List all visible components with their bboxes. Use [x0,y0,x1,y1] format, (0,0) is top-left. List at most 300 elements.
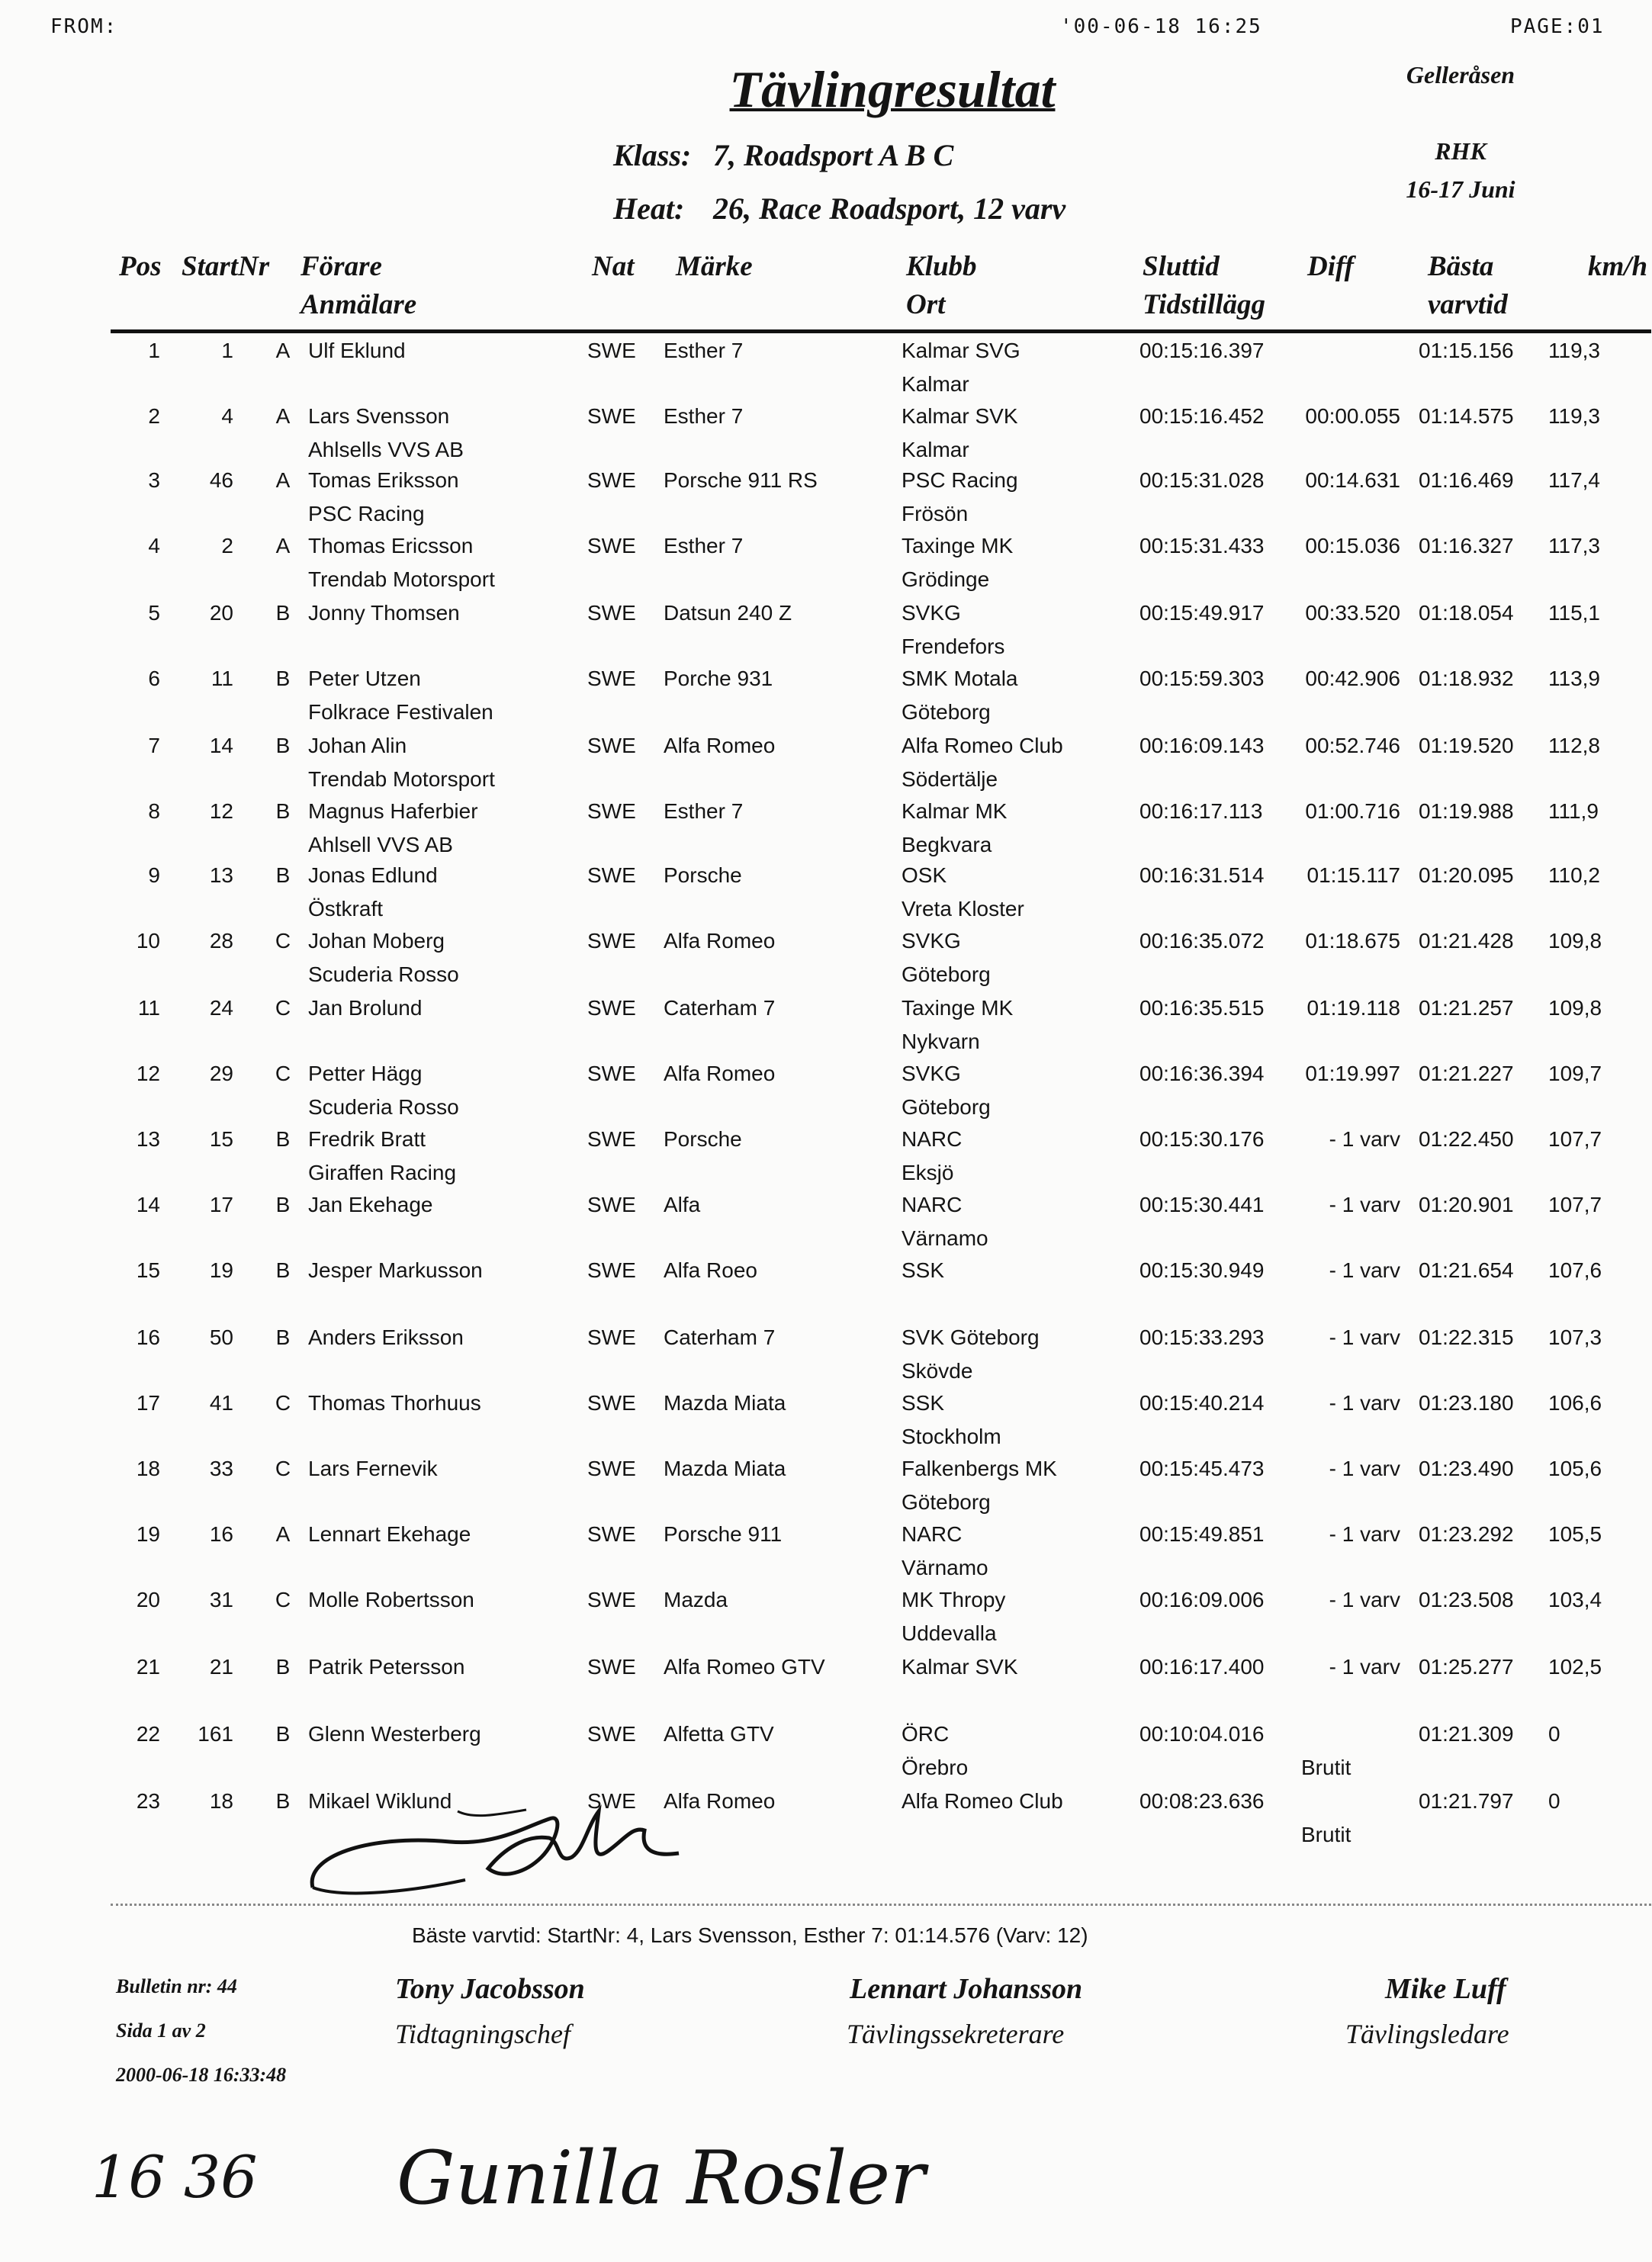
cell-best: 01:19.520 [1419,734,1514,757]
cell-nat: SWE [587,996,636,1020]
cell-club: SSK [902,1391,945,1415]
cell-town: Värnamo [902,1226,988,1250]
cell-best: 01:22.315 [1419,1325,1514,1349]
cell-club: Alfa Romeo Club [902,1789,1063,1813]
cell-kmh: 119,3 [1548,404,1600,428]
table-row [0,799,1652,865]
cell-club: OSK [902,863,947,887]
cell-cls: C [275,996,291,1020]
cell-town: Frendefors [902,635,1005,658]
table-row [0,929,1652,994]
cell-driver: Jesper Markusson [308,1258,483,1282]
cell-car: Esther 7 [664,404,744,428]
cell-kmh: 112,8 [1548,734,1600,757]
cell-driver: Lars Fernevik [308,1457,438,1480]
cell-town: Södertälje [902,767,998,791]
cell-nr: 24 [209,996,233,1020]
cell-diff: - 1 varv [1329,1258,1400,1282]
header-forare: Förare [301,251,382,282]
cell-best: 01:21.309 [1419,1722,1514,1746]
header-nat: Nat [592,251,635,282]
cell-time: 00:15:30.949 [1139,1258,1265,1282]
cell-driver: Magnus Haferbier [308,799,478,823]
cell-nr: 29 [209,1062,233,1085]
header-marke: Märke [676,251,753,282]
cell-club: SSK [902,1258,945,1282]
cell-pos: 4 [148,534,160,557]
cell-club: MK Thropy [902,1588,1006,1611]
cell-car: Porsche 911 [664,1522,783,1546]
cell-town: Stockholm [902,1425,1001,1448]
cell-best: 01:21.428 [1419,929,1514,953]
cell-time: 00:16:36.394 [1139,1062,1265,1085]
cell-cls: B [275,1722,291,1746]
header-tidstillagg: Tidstillägg [1143,289,1266,320]
cell-car: Porche 931 [664,667,773,690]
cell-pos: 15 [136,1258,160,1282]
cell-cls: B [275,1789,291,1813]
cell-time: 00:15:59.303 [1139,667,1265,690]
cell-club: SVK Göteborg [902,1325,1040,1349]
cell-driver: Johan Alin [308,734,407,757]
cell-nr: 28 [209,929,233,953]
cell-pos: 10 [136,929,160,953]
cell-car: Alfa Romeo [664,1789,776,1813]
cell-kmh: 107,6 [1548,1258,1602,1282]
cell-entrant: Trendab Motorsport [308,567,495,591]
fax-from: FROM: [50,15,118,38]
cell-pos: 6 [148,667,160,690]
footer-divider [111,1904,1651,1906]
cell-kmh: 105,6 [1548,1457,1602,1480]
table-row [0,1655,1652,1721]
table-row [0,601,1652,667]
cell-time: 00:10:04.016 [1139,1722,1265,1746]
cell-pos: 17 [136,1391,160,1415]
cell-diff: - 1 varv [1329,1193,1400,1216]
cell-nr: 16 [209,1522,233,1546]
header-ort: Ort [906,289,946,320]
cell-kmh: 0 [1548,1722,1560,1746]
cell-diff: - 1 varv [1329,1127,1400,1151]
cell-nat: SWE [587,799,636,823]
cell-entrant: Scuderia Rosso [308,1095,459,1119]
cell-driver: Molle Robertsson [308,1588,474,1611]
table-row [0,339,1652,404]
cell-cls: B [275,1127,291,1151]
cell-best: 01:21.257 [1419,996,1514,1020]
cell-pos: 9 [148,863,160,887]
cell-diff: Brutit [1301,1756,1351,1779]
cell-town: Göteborg [902,1095,991,1119]
cell-nat: SWE [587,863,636,887]
cell-nr: 33 [209,1457,233,1480]
cell-town: Uddevalla [902,1621,997,1645]
cell-car: Alfa Romeo [664,929,776,953]
cell-nr: 41 [209,1391,233,1415]
cell-time: 00:16:31.514 [1139,863,1265,887]
cell-nr: 20 [209,601,233,625]
cell-time: 00:15:31.433 [1139,534,1265,557]
cell-nr: 50 [209,1325,233,1349]
cell-best: 01:21.227 [1419,1062,1514,1085]
cell-diff: 00:42.906 [1305,667,1400,690]
cell-entrant: Scuderia Rosso [308,962,459,986]
cell-time: 00:16:35.515 [1139,996,1265,1020]
cell-pos: 16 [136,1325,160,1349]
cell-nr: 18 [209,1789,233,1813]
cell-time: 00:16:35.072 [1139,929,1265,953]
cell-kmh: 109,8 [1548,996,1602,1020]
header-diff: Diff [1307,251,1354,282]
cell-car: Alfa [664,1193,701,1216]
cell-nat: SWE [587,1655,636,1679]
cell-nat: SWE [587,929,636,953]
table-row [0,1391,1652,1457]
fax-page: PAGE:01 [1510,15,1605,38]
cell-town: Eksjö [902,1161,954,1184]
cell-diff: 01:19.118 [1306,996,1400,1020]
header-pos: Pos [119,251,162,282]
cell-kmh: 0 [1548,1789,1560,1813]
cell-nat: SWE [587,1258,636,1282]
cell-time: 00:15:33.293 [1139,1325,1265,1349]
cell-time: 00:15:45.473 [1139,1457,1265,1480]
cell-club: SVKG [902,1062,961,1085]
cell-diff: Brutit [1301,1823,1351,1846]
cell-best: 01:22.450 [1419,1127,1514,1151]
cell-time: 00:15:30.441 [1139,1193,1265,1216]
cell-nat: SWE [587,1789,636,1813]
cell-cls: B [275,667,291,690]
cell-driver: Petter Hägg [308,1062,423,1085]
cell-diff: - 1 varv [1329,1655,1400,1679]
cell-cls: C [275,1062,291,1085]
cell-town: Göteborg [902,1490,991,1514]
cell-pos: 1 [148,339,160,362]
official-name-3: Mike Luff [1385,1973,1506,2005]
cell-best: 01:18.932 [1419,667,1514,690]
cell-diff: 00:52.746 [1305,734,1400,757]
cell-nat: SWE [587,534,636,557]
cell-cls: B [275,799,291,823]
cell-nr: 19 [209,1258,233,1282]
cell-driver: Glenn Westerberg [308,1722,481,1746]
cell-time: 00:15:49.851 [1139,1522,1265,1546]
venue-dates: 16-17 Juni [1406,175,1515,203]
cell-driver: Thomas Thorhuus [308,1391,481,1415]
header-sluttid: Sluttid [1143,251,1220,282]
cell-driver: Jonny Thomsen [308,601,460,625]
cell-pos: 21 [136,1655,160,1679]
header-rule [111,329,1651,333]
fax-datetime: '00-06-18 16:25 [1060,15,1262,38]
cell-nr: 161 [198,1722,233,1746]
cell-town: Skövde [902,1359,973,1383]
cell-club: SVKG [902,929,961,953]
cell-diff: - 1 varv [1329,1325,1400,1349]
cell-entrant: Trendab Motorsport [308,767,495,791]
table-row [0,534,1652,599]
header-anmalare: Anmälare [301,289,417,320]
cell-town: Frösön [902,502,969,525]
cell-kmh: 102,5 [1548,1655,1602,1679]
cell-nat: SWE [587,1062,636,1085]
cell-nat: SWE [587,1391,636,1415]
table-row [0,1258,1652,1324]
cell-town: Göteborg [902,700,991,724]
cell-nr: 13 [209,863,233,887]
cell-club: NARC [902,1522,963,1546]
handwritten-time: 16 36 [92,2143,258,2211]
cell-club: Kalmar SVK [902,1655,1018,1679]
cell-nat: SWE [587,601,636,625]
cell-nat: SWE [587,1522,636,1546]
cell-town: Värnamo [902,1556,988,1579]
cell-nat: SWE [587,667,636,690]
cell-club: Falkenbergs MK [902,1457,1057,1480]
official-name-1: Tony Jacobsson [395,1973,585,2005]
cell-kmh: 119,3 [1548,339,1600,362]
cell-nat: SWE [587,404,636,428]
cell-car: Porsche [664,863,742,887]
cell-nr: 15 [209,1127,233,1151]
cell-nr: 21 [209,1655,233,1679]
cell-pos: 12 [136,1062,160,1085]
cell-nr: 4 [221,404,233,428]
cell-kmh: 106,6 [1548,1391,1602,1415]
cell-cls: B [275,734,291,757]
cell-club: Kalmar MK [902,799,1008,823]
table-row [0,468,1652,534]
cell-club: NARC [902,1127,963,1151]
cell-driver: Patrik Petersson [308,1655,465,1679]
cell-driver: Thomas Ericsson [308,534,474,557]
cell-pos: 23 [136,1789,160,1813]
cell-cls: B [275,1655,291,1679]
cell-car: Alfa Roeo [664,1258,757,1282]
header-basta: Bästa [1428,251,1494,282]
handwritten-signature: Gunilla Rosler [397,2135,925,2221]
cell-nr: 46 [209,468,233,492]
cell-club: Alfa Romeo Club [902,734,1063,757]
header-klubb: Klubb [906,251,977,282]
cell-nr: 12 [209,799,233,823]
cell-time: 00:16:09.006 [1139,1588,1265,1611]
cell-time: 00:16:09.143 [1139,734,1265,757]
cell-nr: 1 [221,339,233,362]
cell-best: 01:25.277 [1419,1655,1514,1679]
table-row [0,734,1652,799]
cell-kmh: 117,3 [1548,534,1600,557]
page-title: Tävlingresultat [729,60,1056,118]
cell-driver: Mikael Wiklund [308,1789,452,1813]
bulletin-number: Bulletin nr: 44 [116,1975,237,1997]
cell-nat: SWE [587,1588,636,1611]
cell-car: Esther 7 [664,534,744,557]
cell-entrant: Giraffen Racing [308,1161,457,1184]
cell-kmh: 111,9 [1548,799,1599,823]
cell-diff: 00:33.520 [1305,601,1400,625]
cell-club: Kalmar SVG [902,339,1020,362]
cell-pos: 5 [148,601,160,625]
cell-car: Esther 7 [664,339,744,362]
cell-nr: 14 [209,734,233,757]
cell-best: 01:16.327 [1419,534,1514,557]
cell-kmh: 105,5 [1548,1522,1602,1546]
table-row [0,996,1652,1062]
cell-town: Grödinge [902,567,990,591]
cell-town: Begkvara [902,833,992,856]
cell-car: Porsche 911 RS [664,468,818,492]
cell-time: 00:08:23.636 [1139,1789,1265,1813]
cell-diff: - 1 varv [1329,1522,1400,1546]
heat-value: 26, Race Roadsport, 12 varv [713,191,1066,226]
venue-name: Gelleråsen [1406,61,1515,88]
cell-cls: A [275,468,291,492]
cell-time: 00:16:17.400 [1139,1655,1265,1679]
cell-club: NARC [902,1193,963,1216]
cell-nr: 2 [221,534,233,557]
cell-driver: Johan Moberg [308,929,445,953]
table-row [0,1588,1652,1653]
cell-time: 00:15:30.176 [1139,1127,1265,1151]
best-lap-summary: Bäste varvtid: StartNr: 4, Lars Svensson, Esther 7: 01:14.576 (Varv: 12) [412,1923,1088,1947]
cell-best: 01:23.180 [1419,1391,1514,1415]
cell-pos: 18 [136,1457,160,1480]
cell-driver: Jan Brolund [308,996,423,1020]
cell-driver: Tomas Eriksson [308,468,459,492]
cell-best: 01:14.575 [1419,404,1514,428]
cell-diff: - 1 varv [1329,1457,1400,1480]
table-row [0,863,1652,929]
cell-club: ÖRC [902,1722,950,1746]
cell-nat: SWE [587,1127,636,1151]
cell-best: 01:21.654 [1419,1258,1514,1282]
cell-diff: 00:15.036 [1305,534,1400,557]
cell-pos: 22 [136,1722,160,1746]
official-name-2: Lennart Johansson [850,1973,1083,2005]
cell-kmh: 115,1 [1548,601,1600,625]
header-kmh: km/h [1588,251,1648,282]
cell-car: Porsche [664,1127,742,1151]
cell-diff: 01:18.675 [1305,929,1400,953]
cell-car: Alfa Romeo [664,734,776,757]
cell-cls: C [275,1457,291,1480]
venue-club: RHK [1435,137,1486,165]
cell-town: Vreta Kloster [902,897,1024,921]
cell-club: SVKG [902,601,961,625]
cell-car: Alfa Romeo [664,1062,776,1085]
table-row [0,1193,1652,1258]
cell-pos: 20 [136,1588,160,1611]
cell-nr: 31 [209,1588,233,1611]
cell-car: Mazda [664,1588,728,1611]
heat-label: Heat: [613,191,685,226]
cell-cls: B [275,1193,291,1216]
cell-kmh: 110,2 [1548,863,1600,887]
cell-driver: Fredrik Bratt [308,1127,426,1151]
cell-time: 00:16:17.113 [1139,799,1263,823]
cell-pos: 2 [148,404,160,428]
cell-pos: 8 [148,799,160,823]
cell-diff: 00:00.055 [1305,404,1400,428]
cell-cls: B [275,1325,291,1349]
cell-cls: B [275,1258,291,1282]
cell-best: 01:23.508 [1419,1588,1514,1611]
cell-diff: - 1 varv [1329,1588,1400,1611]
cell-car: Caterham 7 [664,1325,776,1349]
cell-best: 01:23.490 [1419,1457,1514,1480]
cell-best: 01:20.095 [1419,863,1514,887]
cell-cls: C [275,929,291,953]
cell-time: 00:15:31.028 [1139,468,1265,492]
cell-diff: - 1 varv [1329,1391,1400,1415]
cell-nr: 11 [211,667,233,690]
table-row [0,1722,1652,1788]
cell-kmh: 113,9 [1548,667,1600,690]
cell-entrant: PSC Racing [308,502,425,525]
cell-town: Göteborg [902,962,991,986]
cell-nat: SWE [587,734,636,757]
cell-time: 00:15:40.214 [1139,1391,1265,1415]
table-row [0,1789,1652,1855]
cell-car: Alfetta GTV [664,1722,774,1746]
cell-club: SMK Motala [902,667,1018,690]
cell-best: 01:19.988 [1419,799,1514,823]
cell-best: 01:16.469 [1419,468,1514,492]
cell-best: 01:21.797 [1419,1789,1514,1813]
page-count: Sida 1 av 2 [116,2019,206,2042]
cell-car: Datsun 240 Z [664,601,792,625]
cell-entrant: Ahlsells VVS AB [308,438,464,461]
cell-nr: 17 [209,1193,233,1216]
cell-pos: 3 [148,468,160,492]
cell-driver: Ulf Eklund [308,339,406,362]
cell-kmh: 117,4 [1548,468,1600,492]
cell-cls: A [275,1522,291,1546]
table-row [0,1127,1652,1193]
table-row [0,1325,1652,1391]
cell-town: Kalmar [902,372,969,396]
cell-nat: SWE [587,339,636,362]
cell-diff: 01:00.716 [1305,799,1400,823]
cell-driver: Jan Ekehage [308,1193,433,1216]
cell-driver: Lars Svensson [308,404,450,428]
table-row [0,1522,1652,1588]
klass-value: 7, Roadsport A B C [713,138,954,172]
cell-diff: 00:14.631 [1305,468,1400,492]
cell-club: Taxinge MK [902,996,1014,1020]
cell-pos: 7 [148,734,160,757]
cell-entrant: Folkrace Festivalen [308,700,493,724]
cell-cls: A [275,404,291,428]
cell-kmh: 107,7 [1548,1127,1602,1151]
cell-best: 01:15.156 [1419,339,1514,362]
cell-entrant: Östkraft [308,897,384,921]
cell-kmh: 109,7 [1548,1062,1602,1085]
table-row [0,404,1652,470]
cell-pos: 11 [137,996,160,1020]
cell-time: 00:15:49.917 [1139,601,1265,625]
table-row [0,667,1652,732]
cell-driver: Peter Utzen [308,667,421,690]
cell-car: Alfa Romeo GTV [664,1655,825,1679]
cell-pos: 13 [136,1127,160,1151]
cell-car: Esther 7 [664,799,744,823]
cell-best: 01:18.054 [1419,601,1514,625]
cell-best: 01:20.901 [1419,1193,1514,1216]
